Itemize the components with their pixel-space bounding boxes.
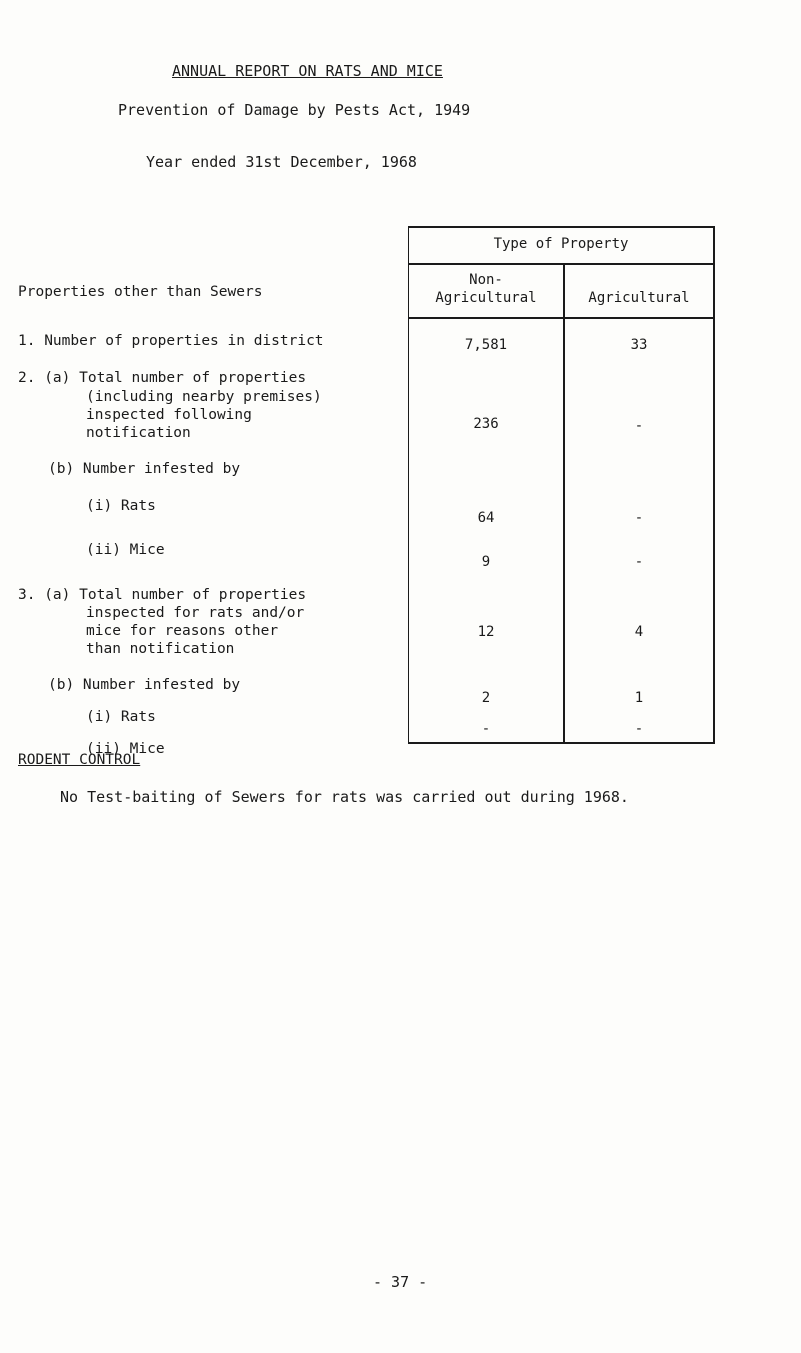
row3a-label-line2: inspected for rats and/or bbox=[86, 605, 305, 621]
row3a-agricultural: 4 bbox=[634, 624, 644, 640]
report-subtitle: Prevention of Damage by Pests Act, 1949 bbox=[118, 101, 471, 119]
row3bii-non-agricultural: - bbox=[481, 721, 491, 737]
rodent-control-heading: RODENT CONTROL bbox=[18, 752, 141, 768]
non-agricultural-header-line1: Non- bbox=[469, 272, 503, 288]
row3b-label: (b) Number infested by bbox=[48, 677, 241, 693]
row2a-agricultural: - bbox=[634, 418, 644, 434]
page-number: - 37 - bbox=[373, 1273, 428, 1291]
type-of-property-header: Type of Property bbox=[493, 236, 629, 252]
row-header-properties: Properties other than Sewers bbox=[18, 284, 263, 300]
row2a-non-agricultural: 236 bbox=[473, 416, 499, 432]
row2bii-agricultural: - bbox=[634, 554, 644, 570]
column-header-divider bbox=[409, 317, 713, 319]
row2bi-agricultural: - bbox=[634, 510, 644, 526]
header-divider bbox=[409, 263, 713, 265]
row2bi-label: (i) Rats bbox=[86, 498, 156, 514]
property-table bbox=[408, 226, 715, 744]
row3a-label-line3: mice for reasons other bbox=[86, 623, 279, 639]
non-agricultural-header-line2: Agricultural bbox=[435, 290, 537, 306]
row2a-label: 2. (a) Total number of properties bbox=[18, 370, 307, 386]
row1-agricultural: 33 bbox=[630, 337, 648, 353]
row3bii-agricultural: - bbox=[634, 721, 644, 737]
row2a-label-line4: notification bbox=[86, 425, 191, 441]
row2bii-label: (ii) Mice bbox=[86, 542, 165, 558]
row3bi-label: (i) Rats bbox=[86, 709, 156, 725]
row1-non-agricultural: 7,581 bbox=[464, 337, 508, 353]
row2bii-non-agricultural: 9 bbox=[481, 554, 491, 570]
row1-label: 1. Number of properties in district bbox=[18, 333, 324, 349]
row3a-non-agricultural: 12 bbox=[477, 624, 495, 640]
row2a-label-line3: inspected following bbox=[86, 407, 252, 423]
report-title: ANNUAL REPORT ON RATS AND MICE bbox=[172, 62, 443, 80]
row3bii-label: (ii) Mice bbox=[86, 741, 165, 757]
rodent-control-note: No Test-baiting of Sewers for rats was carried out during 1968. bbox=[60, 788, 629, 806]
row2bi-non-agricultural: 64 bbox=[477, 510, 495, 526]
row3a-label-line4: than notification bbox=[86, 641, 235, 657]
column-divider bbox=[563, 263, 565, 742]
agricultural-header: Agricultural bbox=[588, 290, 690, 306]
row3a-label: 3. (a) Total number of properties bbox=[18, 587, 307, 603]
row2b-label: (b) Number infested by bbox=[48, 461, 241, 477]
report-year: Year ended 31st December, 1968 bbox=[146, 153, 417, 171]
row2a-label-line2: (including nearby premises) bbox=[86, 389, 322, 405]
row3bi-non-agricultural: 2 bbox=[481, 690, 491, 706]
row3bi-agricultural: 1 bbox=[634, 690, 644, 706]
